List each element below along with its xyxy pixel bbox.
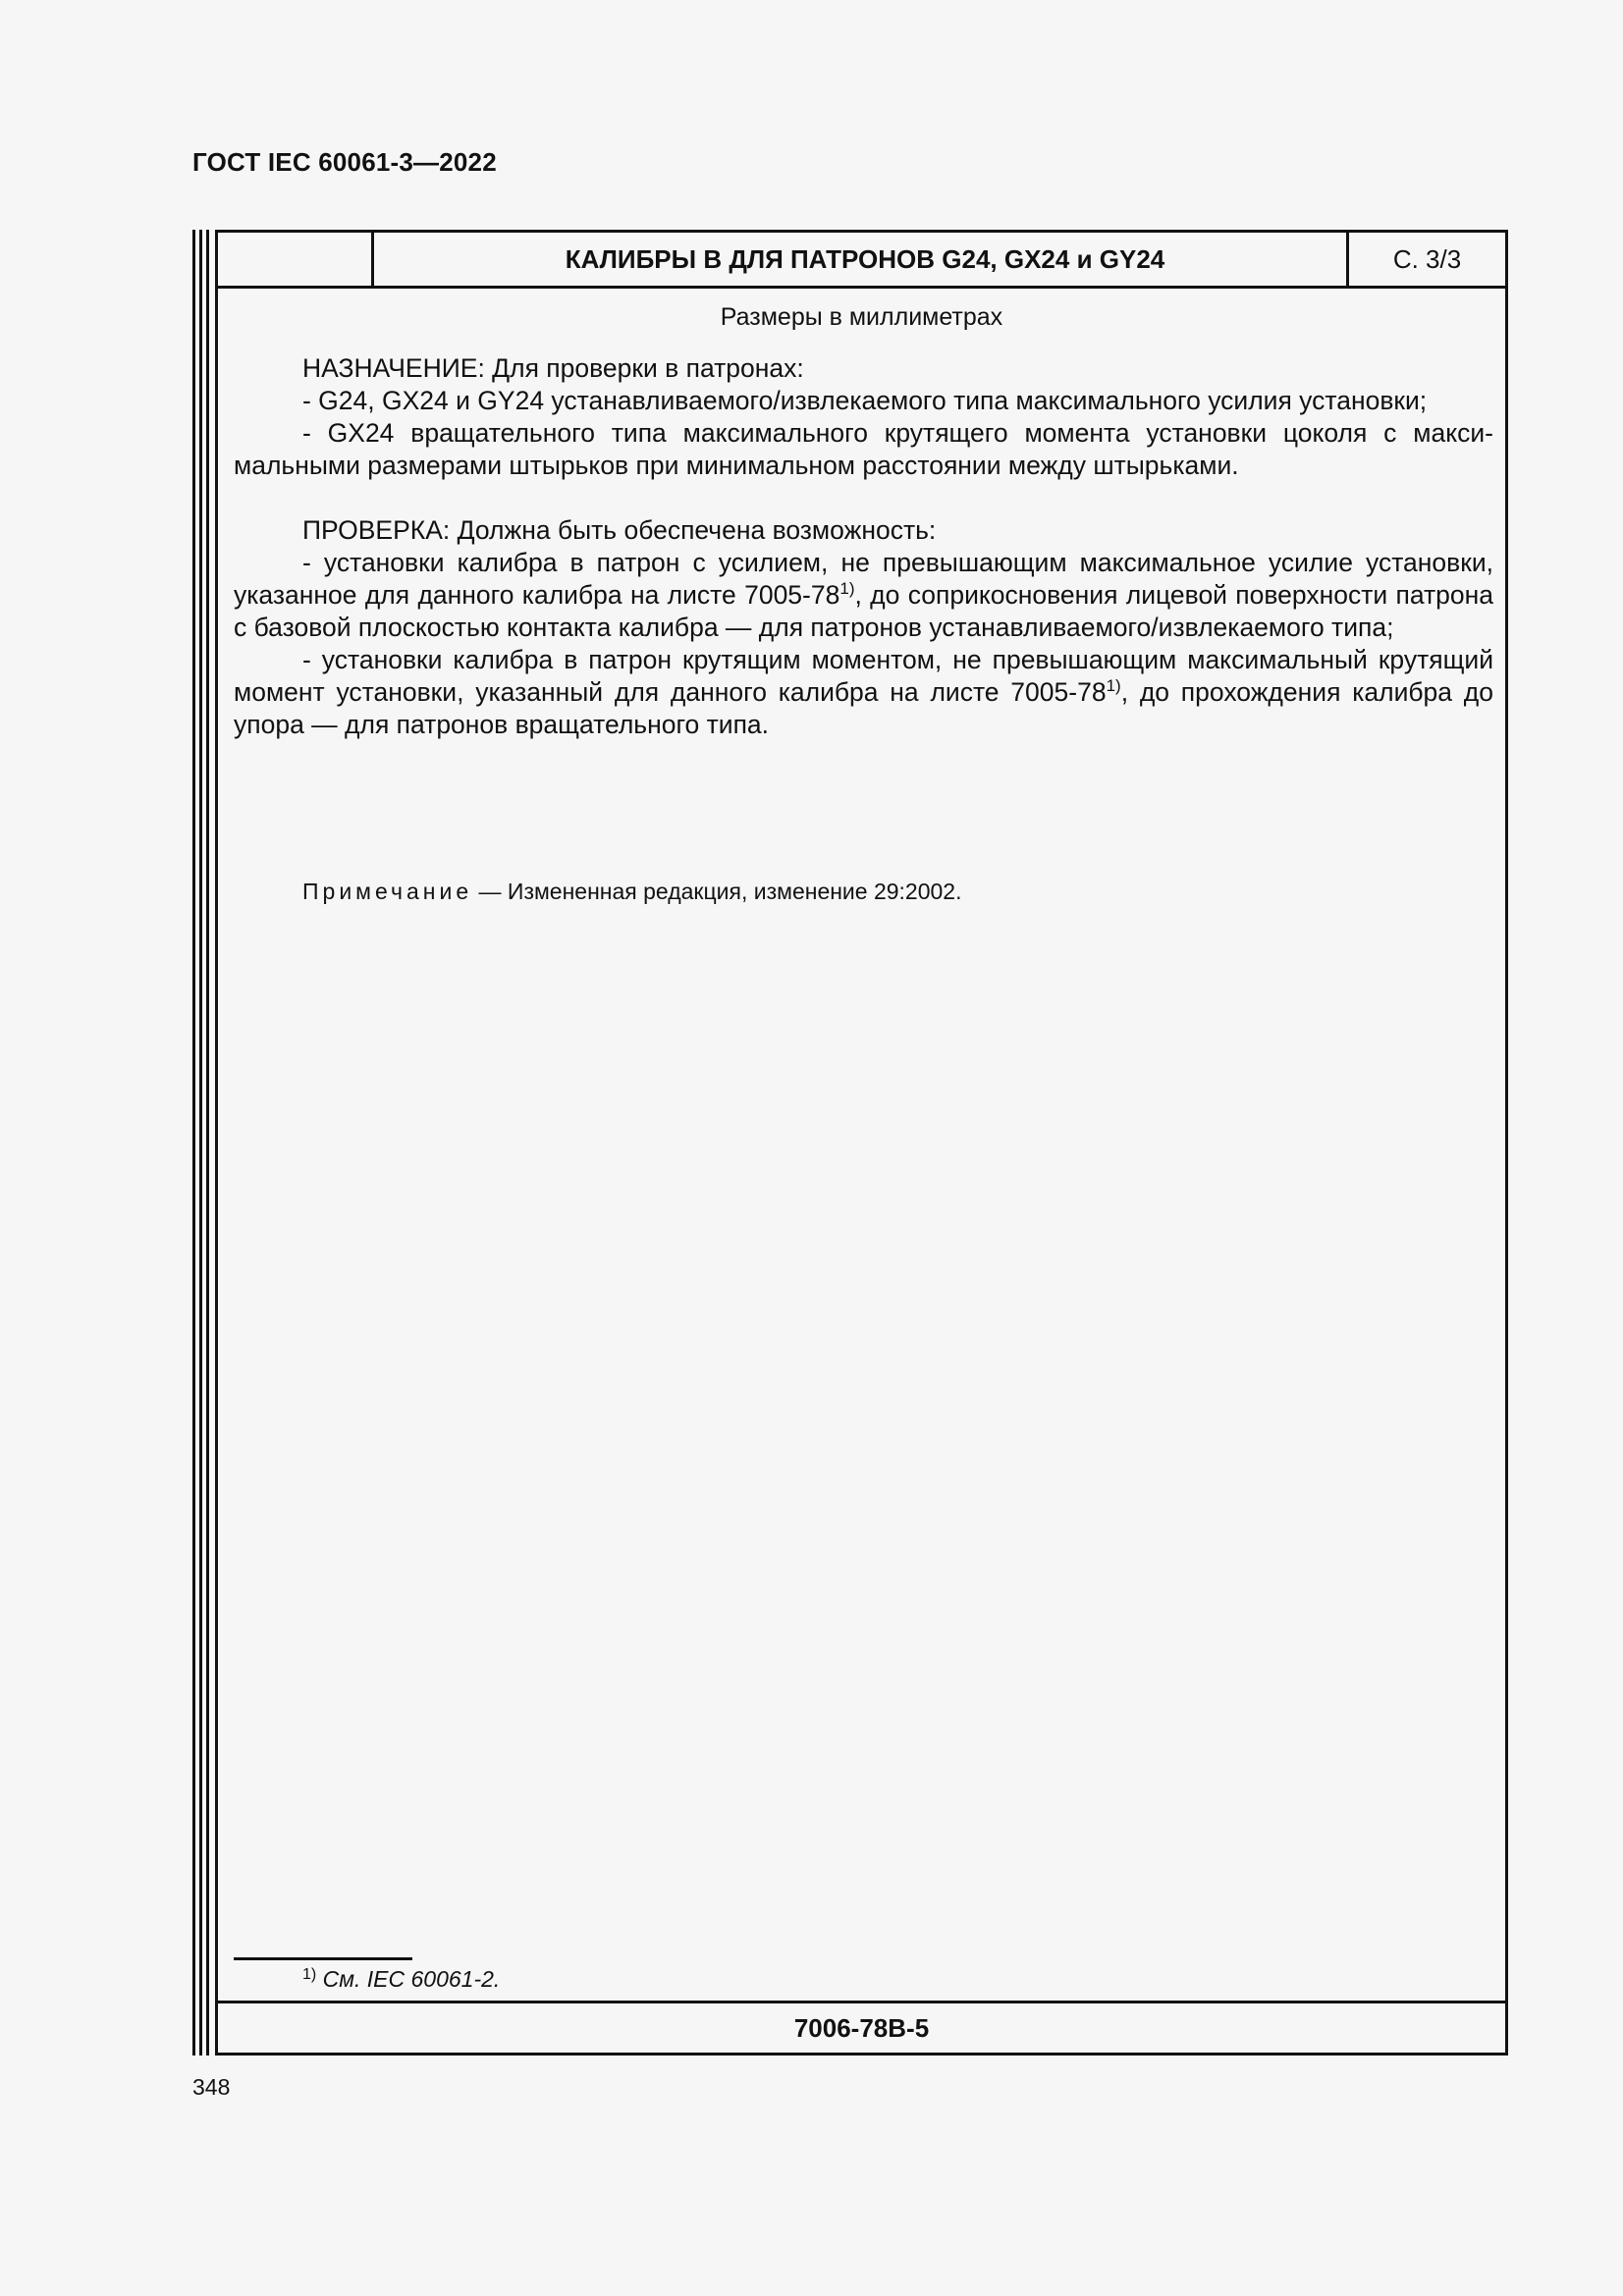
purpose-heading: НАЗНАЧЕНИЕ: Для проверки в патронах: (302, 353, 804, 383)
check-item-1-text-a: - установки калибра в патрон с усилием, не превышающим максимальное усилие установки, указанное для данного калибра на листе 7005-78 (234, 548, 1493, 610)
check-heading: ПРОВЕРКА: Должна быть обеспечена возможность: (302, 515, 937, 545)
title-row (218, 233, 1505, 289)
note (302, 879, 962, 905)
purpose-item-2: - GX24 вращательного типа максимального крутящего момента установки цоколя с максимальными размерами штырьков при минимальном расстоянии между штырьками. (234, 418, 1493, 480)
purpose-item-1: - G24, GX24 и GY24 устанавливаемого/извлекаемого типа максимального усилия установки; (302, 386, 1428, 415)
footnote-text: См. IEC 60061-2. (316, 1966, 501, 1992)
check-item-2-text-a: - установки калибра в патрон крутящим моментом, не превышающим максимальный крутящий момент установки, указанный для данного калибра на листе 7005-78 (234, 645, 1493, 707)
units-caption: Размеры в миллиметрах (720, 303, 1003, 331)
paragraph-gap (234, 482, 1493, 514)
sheet-designation: 7006-78B-5 (218, 2001, 1505, 2053)
binding-line-inner (206, 230, 209, 2056)
sheet-frame (215, 230, 1508, 2056)
body-text (234, 352, 1493, 741)
footnote-ref: 1) (1106, 676, 1121, 695)
sheet-title: КАЛИБРЫ B ДЛЯ ПАТРОНОВ G24, GX24 и GY24 (565, 244, 1165, 274)
check-item-1-text-b: , до соприкосновения лицевой поверхности патрона с базовой плоскостью контакта калибра — для патронов устанавливаемого/извлекаемого типа; (234, 580, 1493, 642)
page-number: 348 (192, 2074, 231, 2100)
note-label: Примечание (302, 879, 473, 904)
binding-line-outer (192, 230, 195, 2056)
note-text: — Измененная редакция, изменение 29:2002. (472, 879, 962, 904)
check-item-2-text-b: , до прохождения калибра до упора — для патронов вращательного типа. (234, 677, 1493, 739)
sheet-page-indicator: С. 3/3 (1346, 233, 1505, 286)
footnote-mark: 1) (302, 1966, 317, 1983)
check-item-1 (234, 547, 1493, 644)
binding-line-middle (199, 230, 202, 2056)
footnote (302, 1966, 500, 1993)
footnote-ref: 1) (839, 579, 855, 598)
footnote-rule (234, 1957, 412, 1960)
document-header: ГОСТ IEC 60061-3—2022 (192, 147, 497, 177)
check-item-2 (234, 644, 1493, 741)
title-cell-empty (218, 233, 374, 286)
